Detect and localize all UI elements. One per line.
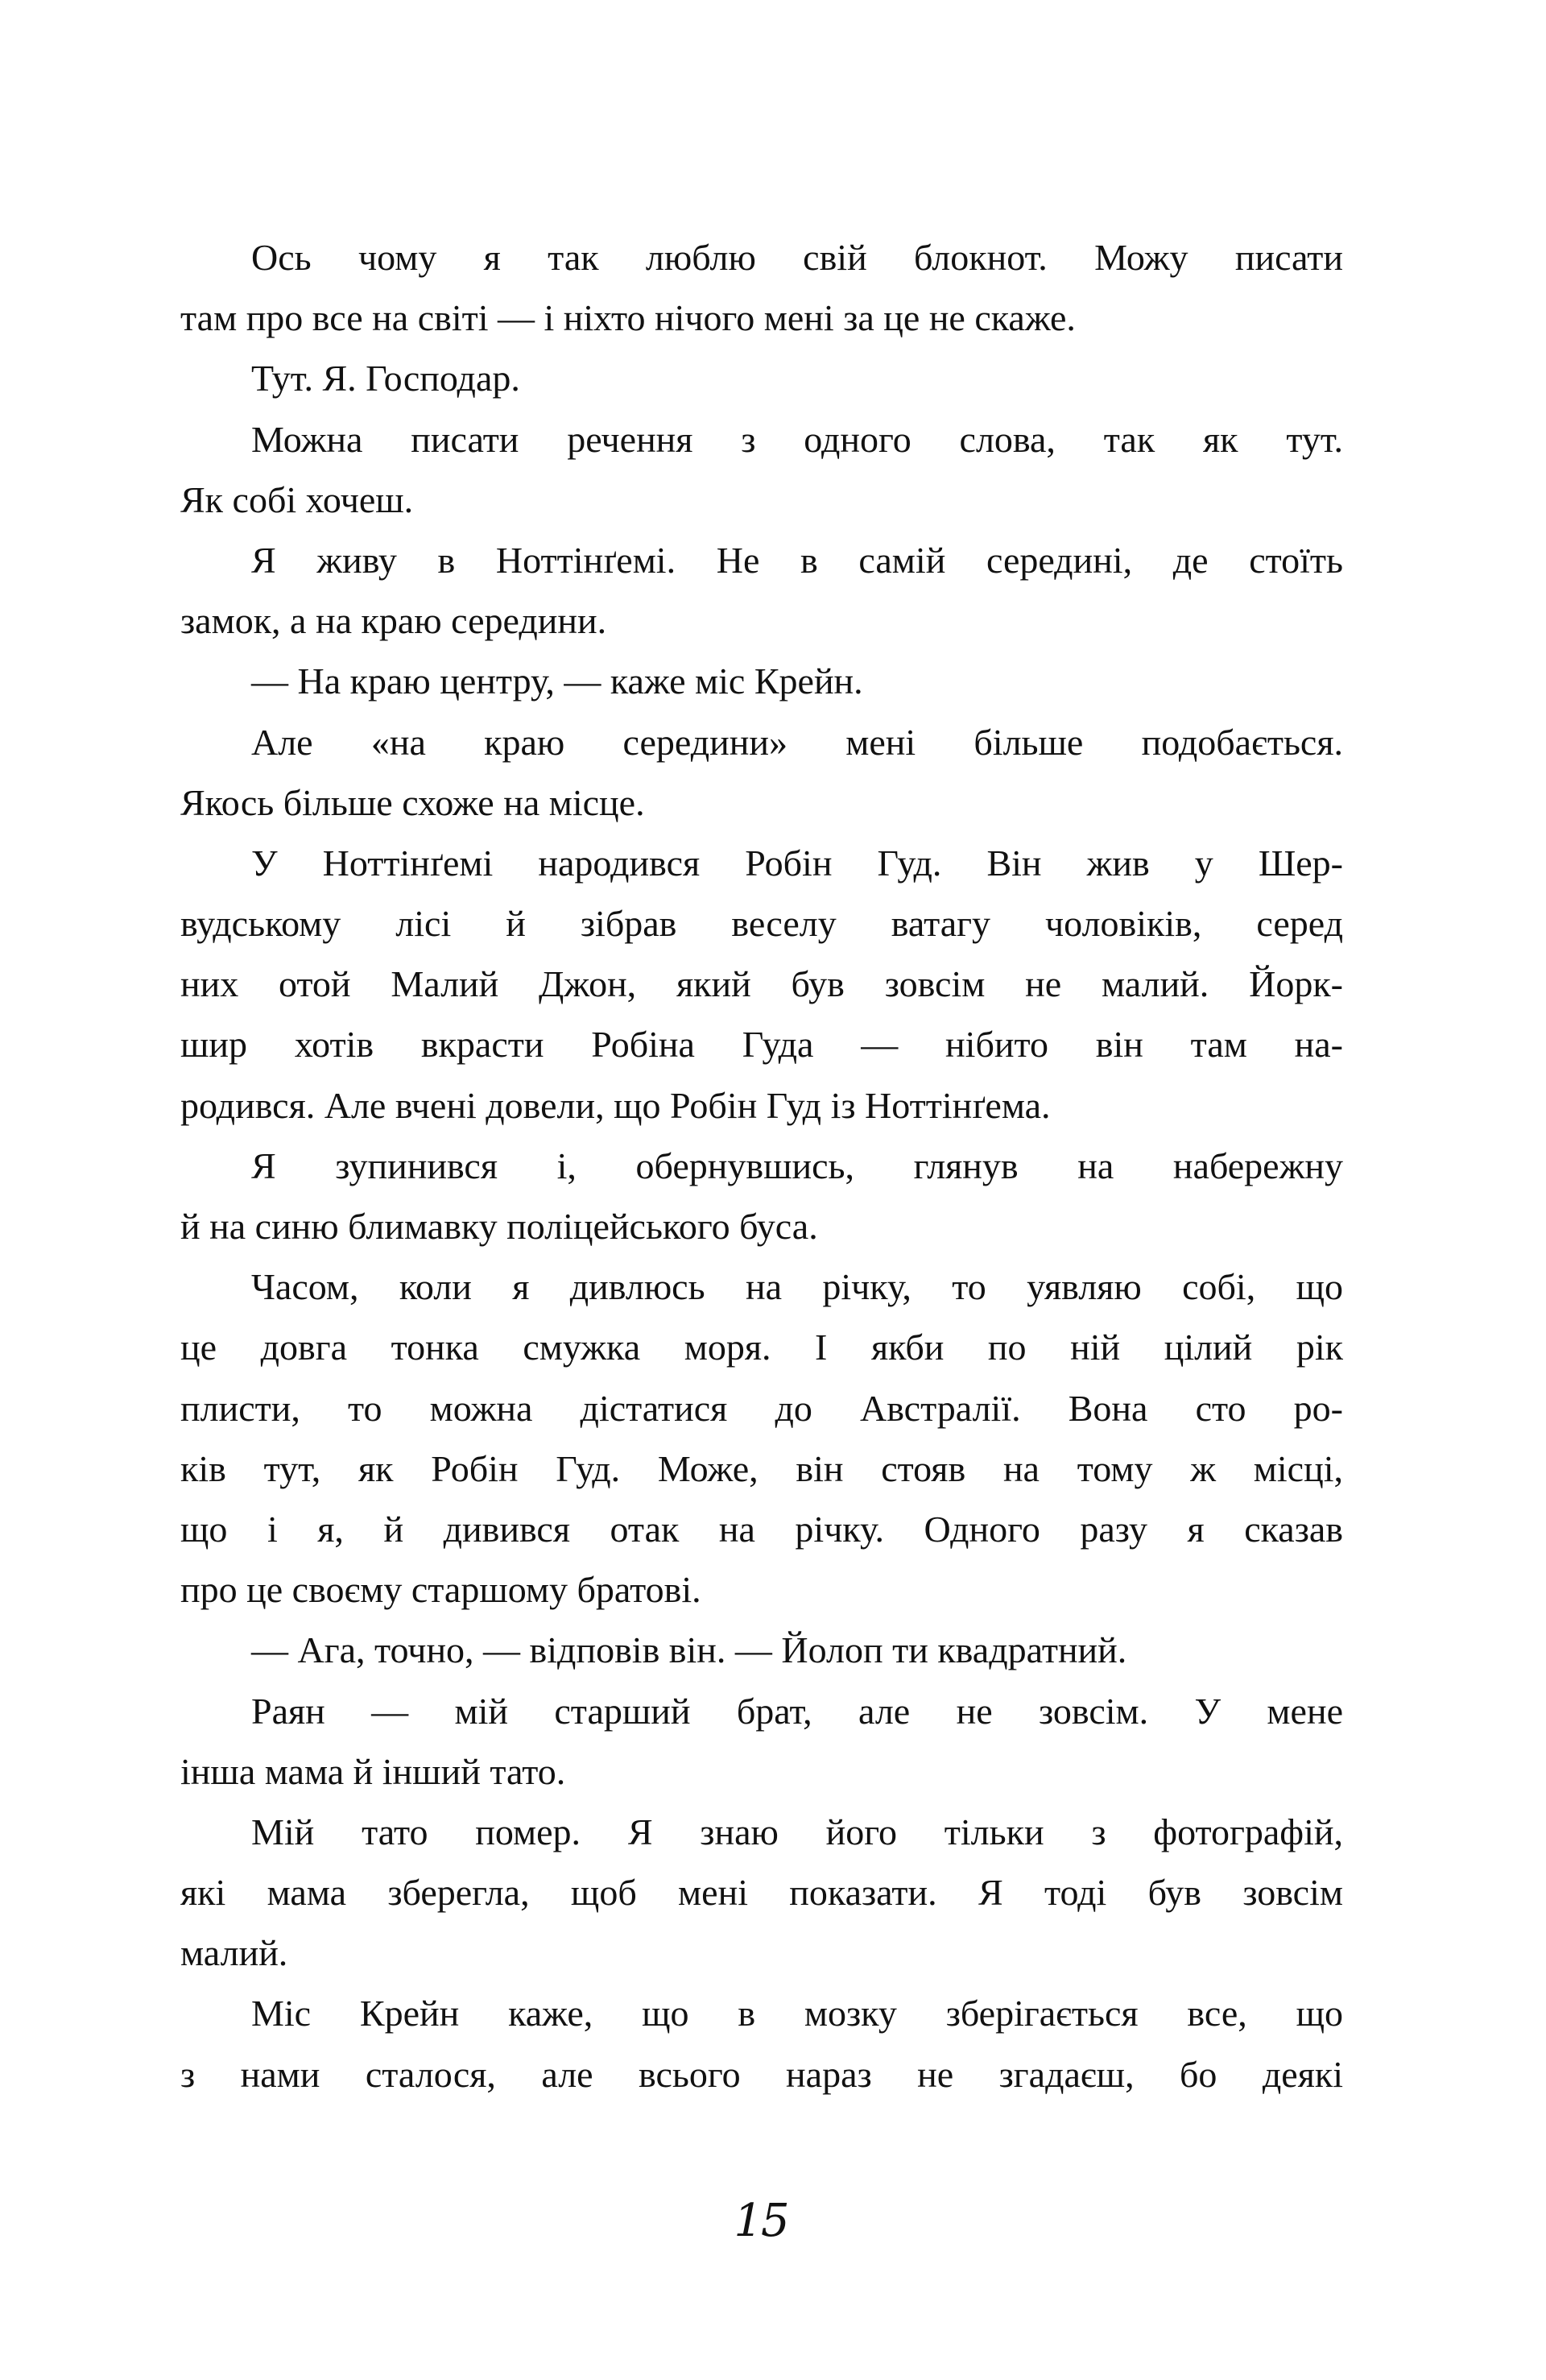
text-line: ків тут, як Робін Гуд. Може, він стояв на тому ж місці, (180, 1447, 1343, 1489)
text-line: них отой Малий Джон, який був зовсім не малий. Йорк- (180, 963, 1343, 1005)
text-line: шир хотів вкрасти Робіна Гуда — нібито він там на- (180, 1024, 1343, 1066)
text-line: плисти, то можна дістатися до Австралії. Вона сто ро- (180, 1387, 1343, 1429)
text-line: Якось більше схоже на місце. (180, 781, 645, 823)
text-line: Міс Крейн каже, що в мозку зберігається все, що (251, 1993, 1343, 2034)
text-line: з нами сталося, але всього нараз не згадаєш, бо деякі (180, 2053, 1343, 2095)
text-line: Раян — мій старший брат, але не зовсім. У мене (251, 1690, 1343, 1732)
text-line: вудському лісі й зібрав веселу ватагу чоловіків, серед (180, 903, 1343, 945)
text-line: які мама зберегла, щоб мені показати. Я тоді був зовсім (180, 1872, 1343, 1914)
text-line: Ось чому я так люблю свій блокнот. Можу писати (251, 237, 1343, 278)
text-line: У Ноттінґемі народився Робін Гуд. Він жив у Шер- (251, 842, 1343, 884)
text-line: це довга тонка смужка моря. І якби по ній цілий рік (180, 1327, 1343, 1368)
text-line: Можна писати речення з одного слова, так як тут. (251, 418, 1343, 460)
body-text (180, 227, 1343, 2105)
text-line: Часом, коли я дивлюсь на річку, то уявляю собі, що (251, 1266, 1343, 1308)
text-line: — На краю центру, — каже міс Крейн. (251, 660, 863, 702)
text-line: інша мама й інший тато. (180, 1750, 566, 1792)
text-line: Мій тато помер. Я знаю його тільки з фотографій, (251, 1811, 1343, 1852)
text-line: Як собі хочеш. (180, 478, 414, 520)
text-line: Тут. Я. Господар. (251, 358, 520, 399)
page-number: 15 (734, 2195, 788, 2247)
text-line: — Ага, точно, — відповів він. — Йолоп ти квадратний. (251, 1629, 1127, 1671)
text-line: Я зупинився і, обернувшись, глянув на набережну (251, 1144, 1343, 1186)
text-line: малий. (180, 1932, 288, 1974)
text-line: родився. Але вчені довели, що Робін Гуд із Ноттінґема. (180, 1084, 1051, 1126)
text-line: про це своєму старшому братові. (180, 1569, 701, 1611)
text-line: й на синю блимавку поліцейського буса. (180, 1206, 818, 1247)
text-line: замок, а на краю середини. (180, 600, 607, 642)
text-line: Але «на краю середини» мені більше подобається. (251, 721, 1343, 763)
text-line: там про все на світі — і ніхто нічого мені за це не скаже. (180, 297, 1076, 339)
text-line: Я живу в Ноттінґемі. Не в самій середині, де стоїть (251, 539, 1343, 581)
text-line: що і я, й дивився отак на річку. Одного разу я сказав (180, 1508, 1343, 1550)
